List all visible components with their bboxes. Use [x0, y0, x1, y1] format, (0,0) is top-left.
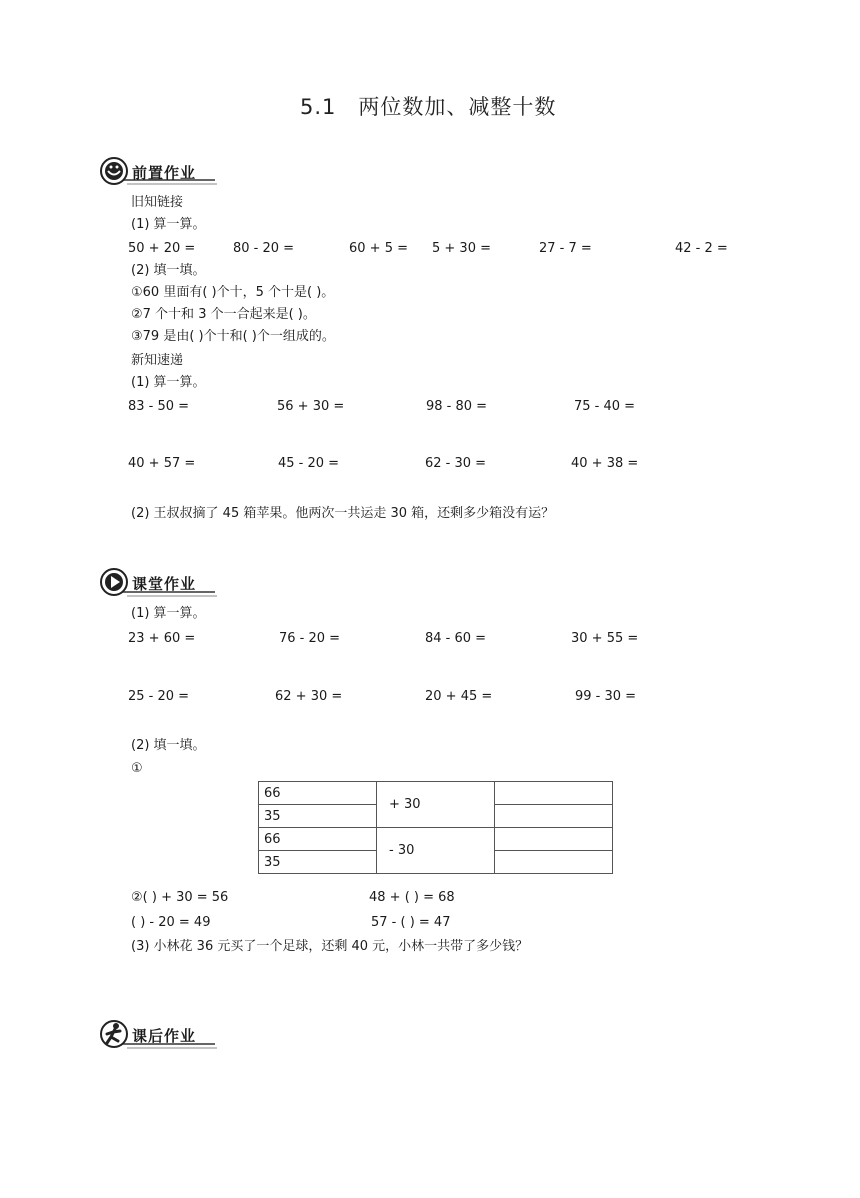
fill-equation: 48 + ( ) = 68 [369, 890, 455, 905]
calc-item: 23 + 60 = [128, 631, 196, 646]
question-label: (1) 算一算。 [131, 606, 206, 621]
calc-item: 83 - 50 = [128, 399, 190, 414]
table-answer-cell[interactable] [495, 828, 613, 851]
fill-equation: ②( ) + 30 = 56 [131, 890, 229, 905]
calc-item: 5 + 30 = [432, 241, 491, 256]
page-title: 5.1 两位数加、减整十数 [300, 95, 557, 119]
fill-line: ③79 是由( )个十和( )个一组成的。 [131, 329, 335, 344]
calc-item: 60 + 5 = [349, 241, 408, 256]
calc-item: 62 + 30 = [275, 689, 343, 704]
question-label: (1) 算一算。 [131, 375, 206, 390]
table-input-cell: 66 [259, 782, 377, 805]
section-badge-pre [99, 156, 219, 190]
fill-line: ①60 里面有( )个十，5 个十是( )。 [131, 285, 335, 300]
section-title: 课堂作业 [132, 575, 197, 593]
calc-item: 40 + 57 = [128, 456, 196, 471]
calc-item: 56 + 30 = [277, 399, 345, 414]
section-badge-class [99, 567, 219, 601]
fill-equation: ( ) - 20 = 49 [131, 915, 211, 930]
word-problem: (3) 小林花 36 元买了一个足球，还剩 40 元，小林一共带了多少钱？ [131, 939, 529, 954]
calc-item: 76 - 20 = [279, 631, 341, 646]
calc-item: 42 - 2 = [675, 241, 728, 256]
section-badge-after [99, 1019, 219, 1053]
question-label: (2) 填一填。 [131, 738, 206, 753]
table-op-cell: - 30 [377, 828, 495, 874]
calc-item: 30 + 55 = [571, 631, 639, 646]
table-op-cell: + 30 [377, 782, 495, 828]
fill-equation: 57 - ( ) = 47 [371, 915, 451, 930]
table-input-cell: 66 [259, 828, 377, 851]
word-problem: (2) 王叔叔摘了 45 箱苹果。他两次一共运走 30 箱，还剩多少箱没有运？ [131, 506, 555, 521]
calc-item: 80 - 20 = [233, 241, 295, 256]
fill-line: ②7 个十和 3 个一合起来是( )。 [131, 307, 316, 322]
calc-item: 25 - 20 = [128, 689, 190, 704]
calc-item: 50 + 20 = [128, 241, 196, 256]
calc-item: 40 + 38 = [571, 456, 639, 471]
calc-item: 45 - 20 = [278, 456, 340, 471]
question-label: (2) 填一填。 [131, 263, 206, 278]
calc-item: 20 + 45 = [425, 689, 493, 704]
calc-item: 84 - 60 = [425, 631, 487, 646]
question-label: (1) 算一算。 [131, 217, 206, 232]
calc-item: 75 - 40 = [574, 399, 636, 414]
calc-item: 27 - 7 = [539, 241, 592, 256]
calc-item: 62 - 30 = [425, 456, 487, 471]
table-answer-cell[interactable] [495, 805, 613, 828]
section-title: 前置作业 [132, 164, 197, 182]
table-input-cell: 35 [259, 805, 377, 828]
section-title: 课后作业 [132, 1027, 197, 1045]
item-marker: ① [131, 761, 143, 776]
table-input-cell: 35 [259, 851, 377, 874]
fill-table [258, 781, 613, 874]
subheading-old: 旧知链接 [131, 195, 184, 210]
table-answer-cell[interactable] [495, 851, 613, 874]
subheading-new: 新知速递 [131, 353, 184, 368]
calc-item: 98 - 80 = [426, 399, 488, 414]
calc-item: 99 - 30 = [575, 689, 637, 704]
table-answer-cell[interactable] [495, 782, 613, 805]
